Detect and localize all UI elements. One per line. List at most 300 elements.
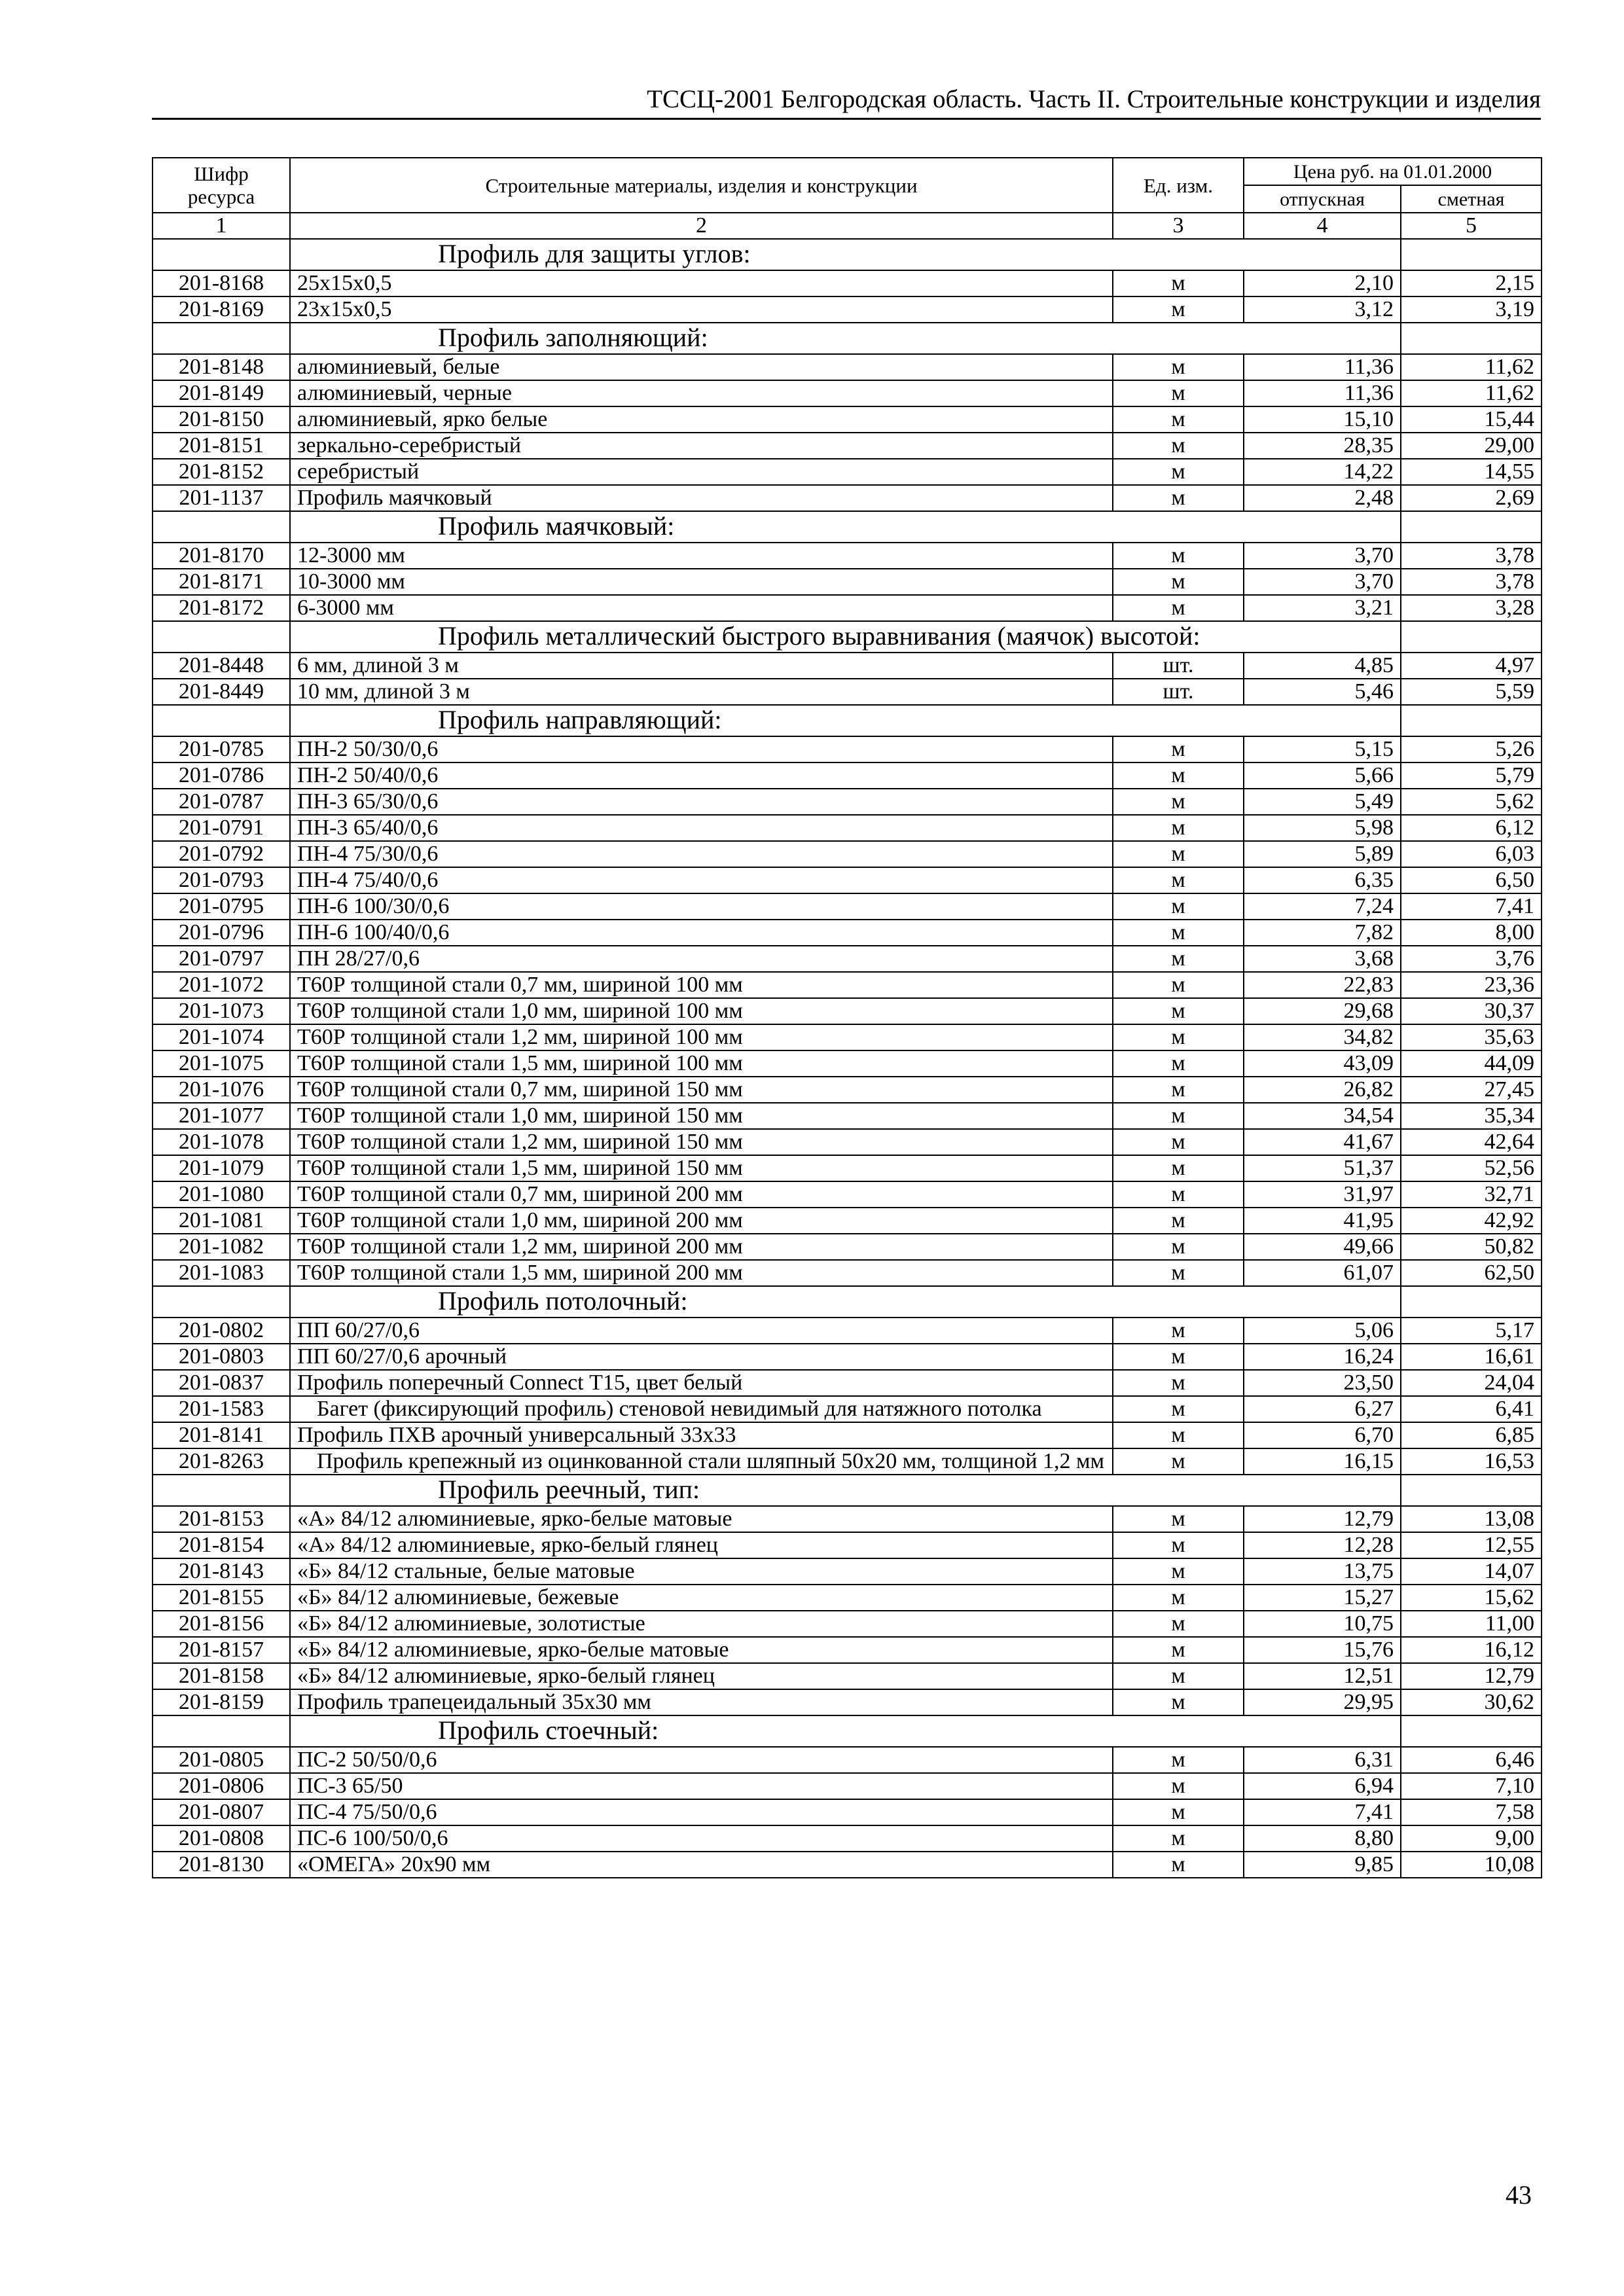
estimate-price: 35,34 (1401, 1103, 1542, 1129)
table-row (153, 459, 1542, 485)
resource-name: Профиль поперечный Connect Т15, цвет белый (290, 1370, 1113, 1396)
unit-of-measure: м (1113, 867, 1244, 893)
table-row (153, 1103, 1542, 1129)
section-spacer (153, 621, 290, 653)
unit-of-measure: м (1113, 736, 1244, 762)
release-price: 26,82 (1244, 1077, 1401, 1103)
release-price: 6,94 (1244, 1773, 1401, 1799)
resource-name: ПН-3 65/40/0,6 (290, 815, 1113, 841)
release-price: 11,36 (1244, 354, 1401, 380)
release-price: 15,76 (1244, 1637, 1401, 1663)
unit-of-measure: м (1113, 406, 1244, 433)
unit-of-measure: м (1113, 595, 1244, 621)
resource-code: 201-1077 (153, 1103, 290, 1129)
table-row (153, 867, 1542, 893)
table-row (153, 595, 1542, 621)
resource-code: 201-8152 (153, 459, 290, 485)
table-row (153, 679, 1542, 705)
resource-name: Т60Р толщиной стали 1,5 мм, шириной 200 мм (290, 1260, 1113, 1286)
table-row (153, 1422, 1542, 1448)
table-row (153, 406, 1542, 433)
estimate-price: 16,53 (1401, 1448, 1542, 1475)
unit-of-measure: м (1113, 1532, 1244, 1558)
unit-of-measure: м (1113, 1155, 1244, 1181)
header-release-price: отпускная (1244, 185, 1401, 213)
table-row (153, 1611, 1542, 1637)
estimate-price: 6,85 (1401, 1422, 1542, 1448)
release-price: 15,27 (1244, 1585, 1401, 1611)
unit-of-measure: м (1113, 1773, 1244, 1799)
estimate-price: 5,79 (1401, 762, 1542, 789)
resource-name: Профиль крепежный из оцинкованной стали шляпный 50х20 мм, толщиной 1,2 мм (290, 1448, 1113, 1475)
resource-code: 201-8169 (153, 296, 290, 323)
table-row (153, 1208, 1542, 1234)
table-row (153, 946, 1542, 972)
section-row (153, 511, 1542, 543)
estimate-price: 29,00 (1401, 433, 1542, 459)
release-price: 5,49 (1244, 789, 1401, 815)
release-price: 6,35 (1244, 867, 1401, 893)
resource-code: 201-8157 (153, 1637, 290, 1663)
section-title: Профиль заполняющий: (290, 323, 1401, 354)
estimate-price: 24,04 (1401, 1370, 1542, 1396)
table-row (153, 1260, 1542, 1286)
section-row (153, 1475, 1542, 1506)
section-row (153, 1286, 1542, 1318)
section-spacer (153, 511, 290, 543)
release-price: 8,80 (1244, 1825, 1401, 1852)
table-body (153, 239, 1542, 1878)
resource-name: серебристый (290, 459, 1113, 485)
unit-of-measure: м (1113, 946, 1244, 972)
resource-code: 201-1137 (153, 485, 290, 511)
resource-code: 201-8151 (153, 433, 290, 459)
resource-code: 201-8158 (153, 1663, 290, 1689)
estimate-price: 9,00 (1401, 1825, 1542, 1852)
release-price: 16,24 (1244, 1344, 1401, 1370)
resource-name: «Б» 84/12 алюминиевые, ярко-белые матовые (290, 1637, 1113, 1663)
estimate-price: 32,71 (1401, 1181, 1542, 1208)
resource-code: 201-8263 (153, 1448, 290, 1475)
unit-of-measure: м (1113, 1181, 1244, 1208)
resource-code: 201-0785 (153, 736, 290, 762)
table-row (153, 762, 1542, 789)
unit-of-measure: м (1113, 1024, 1244, 1050)
table-row (153, 433, 1542, 459)
estimate-price: 13,08 (1401, 1506, 1542, 1532)
release-price: 11,36 (1244, 380, 1401, 406)
estimate-price: 5,62 (1401, 789, 1542, 815)
unit-of-measure: м (1113, 1637, 1244, 1663)
estimate-price: 7,58 (1401, 1799, 1542, 1825)
unit-of-measure: м (1113, 1260, 1244, 1286)
resource-name: «А» 84/12 алюминиевые, ярко-белый глянец (290, 1532, 1113, 1558)
resource-code: 201-0797 (153, 946, 290, 972)
resource-name: ПН-2 50/30/0,6 (290, 736, 1113, 762)
resource-name: 10-3000 мм (290, 569, 1113, 595)
estimate-price: 5,59 (1401, 679, 1542, 705)
unit-of-measure: шт. (1113, 653, 1244, 679)
section-spacer (1401, 323, 1542, 354)
resource-name: Профиль трапецеидальный 35х30 мм (290, 1689, 1113, 1715)
resource-name: «ОМЕГА» 20х90 мм (290, 1852, 1113, 1878)
resource-code: 201-0806 (153, 1773, 290, 1799)
estimate-price: 12,55 (1401, 1532, 1542, 1558)
resource-name: «Б» 84/12 алюминиевые, ярко-белый глянец (290, 1663, 1113, 1689)
unit-of-measure: м (1113, 459, 1244, 485)
resource-name: Профиль маячковый (290, 485, 1113, 511)
estimate-price: 15,62 (1401, 1585, 1542, 1611)
estimate-price: 3,76 (1401, 946, 1542, 972)
release-price: 34,82 (1244, 1024, 1401, 1050)
release-price: 5,46 (1244, 679, 1401, 705)
release-price: 6,27 (1244, 1396, 1401, 1422)
unit-of-measure: м (1113, 1747, 1244, 1773)
resource-code: 201-8168 (153, 270, 290, 296)
section-spacer (153, 1475, 290, 1506)
resource-code: 201-8155 (153, 1585, 290, 1611)
header-unit: Ед. изм. (1113, 158, 1244, 213)
table-row (153, 998, 1542, 1024)
unit-of-measure: м (1113, 1234, 1244, 1260)
resource-name: 25х15х0,5 (290, 270, 1113, 296)
estimate-price: 5,17 (1401, 1318, 1542, 1344)
unit-of-measure: м (1113, 1585, 1244, 1611)
unit-of-measure: м (1113, 972, 1244, 998)
estimate-price: 6,41 (1401, 1396, 1542, 1422)
release-price: 16,15 (1244, 1448, 1401, 1475)
resource-code: 201-8143 (153, 1558, 290, 1585)
resource-code: 201-8141 (153, 1422, 290, 1448)
release-price: 15,10 (1244, 406, 1401, 433)
resource-name: ПС-4 75/50/0,6 (290, 1799, 1113, 1825)
section-spacer (153, 323, 290, 354)
release-price: 9,85 (1244, 1852, 1401, 1878)
table-row (153, 1448, 1542, 1475)
estimate-price: 44,09 (1401, 1050, 1542, 1077)
table-row (153, 485, 1542, 511)
release-price: 12,79 (1244, 1506, 1401, 1532)
section-spacer (153, 1715, 290, 1747)
resource-code: 201-0807 (153, 1799, 290, 1825)
resource-name: «А» 84/12 алюминиевые, ярко-белые матовые (290, 1506, 1113, 1532)
resource-code: 201-1083 (153, 1260, 290, 1286)
header-name: Строительные материалы, изделия и конструкции (290, 158, 1113, 213)
column-number: 3 (1113, 213, 1244, 239)
resource-code: 201-8150 (153, 406, 290, 433)
estimate-price: 7,41 (1401, 893, 1542, 920)
release-price: 3,68 (1244, 946, 1401, 972)
resource-code: 201-8154 (153, 1532, 290, 1558)
unit-of-measure: м (1113, 1611, 1244, 1637)
table-row (153, 1852, 1542, 1878)
unit-of-measure: м (1113, 433, 1244, 459)
resource-name: ПС-3 65/50 (290, 1773, 1113, 1799)
resource-code: 201-8172 (153, 595, 290, 621)
section-spacer (1401, 621, 1542, 653)
estimate-price: 27,45 (1401, 1077, 1542, 1103)
table-row (153, 1585, 1542, 1611)
table-row (153, 1637, 1542, 1663)
release-price: 5,89 (1244, 841, 1401, 867)
unit-of-measure: м (1113, 1370, 1244, 1396)
section-title: Профиль маячковый: (290, 511, 1401, 543)
resource-code: 201-1081 (153, 1208, 290, 1234)
column-numbers-row (153, 213, 1542, 239)
unit-of-measure: м (1113, 1422, 1244, 1448)
resource-name: ПН 28/27/0,6 (290, 946, 1113, 972)
table-row (153, 569, 1542, 595)
resource-code: 201-8130 (153, 1852, 290, 1878)
unit-of-measure: м (1113, 1825, 1244, 1852)
unit-of-measure: м (1113, 1077, 1244, 1103)
resource-code: 201-8149 (153, 380, 290, 406)
resource-code: 201-1079 (153, 1155, 290, 1181)
release-price: 5,66 (1244, 762, 1401, 789)
unit-of-measure: м (1113, 1208, 1244, 1234)
header-code: Шифр ресурса (153, 158, 290, 213)
table-row (153, 972, 1542, 998)
release-price: 10,75 (1244, 1611, 1401, 1637)
table-row (153, 920, 1542, 946)
section-spacer (1401, 1475, 1542, 1506)
unit-of-measure: м (1113, 998, 1244, 1024)
resource-code: 201-1073 (153, 998, 290, 1024)
resource-code: 201-8449 (153, 679, 290, 705)
release-price: 6,31 (1244, 1747, 1401, 1773)
table-row (153, 1370, 1542, 1396)
table-row (153, 1506, 1542, 1532)
resource-code: 201-0791 (153, 815, 290, 841)
resource-code: 201-0796 (153, 920, 290, 946)
estimate-price: 11,62 (1401, 380, 1542, 406)
section-title: Профиль металлический быстрого выравнивания (маячок) высотой: (290, 621, 1401, 653)
resource-name: Т60Р толщиной стали 1,2 мм, шириной 200 мм (290, 1234, 1113, 1260)
estimate-price: 30,62 (1401, 1689, 1542, 1715)
resource-code: 201-0786 (153, 762, 290, 789)
release-price: 34,54 (1244, 1103, 1401, 1129)
release-price: 3,12 (1244, 296, 1401, 323)
resource-name: ПН-3 65/30/0,6 (290, 789, 1113, 815)
resource-code: 201-1583 (153, 1396, 290, 1422)
section-spacer (153, 239, 290, 270)
estimate-price: 11,00 (1401, 1611, 1542, 1637)
section-title: Профиль реечный, тип: (290, 1475, 1401, 1506)
section-spacer (1401, 1715, 1542, 1747)
resource-name: Т60Р толщиной стали 1,2 мм, шириной 100 мм (290, 1024, 1113, 1050)
unit-of-measure: м (1113, 1050, 1244, 1077)
table-row (153, 1129, 1542, 1155)
resource-code: 201-1082 (153, 1234, 290, 1260)
table-row (153, 789, 1542, 815)
header-estimate-price: сметная (1401, 185, 1542, 213)
resource-name: ПП 60/27/0,6 (290, 1318, 1113, 1344)
section-spacer (1401, 511, 1542, 543)
estimate-price: 3,78 (1401, 569, 1542, 595)
header-price: Цена руб. на 01.01.2000 (1244, 158, 1542, 185)
resource-name: Т60Р толщиной стали 1,0 мм, шириной 100 мм (290, 998, 1113, 1024)
unit-of-measure: м (1113, 920, 1244, 946)
table-row (153, 815, 1542, 841)
unit-of-measure: м (1113, 354, 1244, 380)
release-price: 6,70 (1244, 1422, 1401, 1448)
resource-name: Т60Р толщиной стали 0,7 мм, шириной 150 мм (290, 1077, 1113, 1103)
resource-name: ПС-2 50/50/0,6 (290, 1747, 1113, 1773)
estimate-price: 3,19 (1401, 296, 1542, 323)
estimate-price: 15,44 (1401, 406, 1542, 433)
resource-code: 201-8153 (153, 1506, 290, 1532)
estimate-price: 6,46 (1401, 1747, 1542, 1773)
estimate-price: 5,26 (1401, 736, 1542, 762)
resource-code: 201-1076 (153, 1077, 290, 1103)
section-spacer (1401, 1286, 1542, 1318)
unit-of-measure: м (1113, 296, 1244, 323)
resource-name: ПН-4 75/30/0,6 (290, 841, 1113, 867)
resource-code: 201-0803 (153, 1344, 290, 1370)
resource-name: 10 мм, длиной 3 м (290, 679, 1113, 705)
column-number: 1 (153, 213, 290, 239)
estimate-price: 52,56 (1401, 1155, 1542, 1181)
resource-code: 201-1075 (153, 1050, 290, 1077)
table-row (153, 380, 1542, 406)
unit-of-measure: м (1113, 543, 1244, 569)
estimate-price: 50,82 (1401, 1234, 1542, 1260)
estimate-price: 42,92 (1401, 1208, 1542, 1234)
resource-name: 23х15х0,5 (290, 296, 1113, 323)
resource-code: 201-0787 (153, 789, 290, 815)
table-row (153, 1747, 1542, 1773)
estimate-price: 6,50 (1401, 867, 1542, 893)
unit-of-measure: м (1113, 893, 1244, 920)
header-title: ТССЦ-2001 Белгородская область. Часть II. Строительные конструкции и изделия (647, 85, 1541, 113)
section-title: Профиль направляющий: (290, 705, 1401, 736)
release-price: 5,06 (1244, 1318, 1401, 1344)
section-row (153, 621, 1542, 653)
table-row (153, 1050, 1542, 1077)
release-price: 7,82 (1244, 920, 1401, 946)
estimate-price: 16,61 (1401, 1344, 1542, 1370)
unit-of-measure: м (1113, 762, 1244, 789)
release-price: 7,24 (1244, 893, 1401, 920)
resource-code: 201-8448 (153, 653, 290, 679)
release-price: 22,83 (1244, 972, 1401, 998)
release-price: 2,10 (1244, 270, 1401, 296)
unit-of-measure: м (1113, 815, 1244, 841)
resource-name: алюминиевый, ярко белые (290, 406, 1113, 433)
table-row (153, 1799, 1542, 1825)
resource-name: ПП 60/27/0,6 арочный (290, 1344, 1113, 1370)
unit-of-measure: м (1113, 1689, 1244, 1715)
unit-of-measure: м (1113, 1663, 1244, 1689)
resource-code: 201-8171 (153, 569, 290, 595)
estimate-price: 10,08 (1401, 1852, 1542, 1878)
resource-name: «Б» 84/12 стальные, белые матовые (290, 1558, 1113, 1585)
release-price: 43,09 (1244, 1050, 1401, 1077)
section-spacer (153, 1286, 290, 1318)
resource-code: 201-8159 (153, 1689, 290, 1715)
resource-name: 6 мм, длиной 3 м (290, 653, 1113, 679)
resource-name: Профиль ПХВ арочный универсальный 33х33 (290, 1422, 1113, 1448)
unit-of-measure: м (1113, 1129, 1244, 1155)
resource-name: Т60Р толщиной стали 1,2 мм, шириной 150 мм (290, 1129, 1113, 1155)
estimate-price: 11,62 (1401, 354, 1542, 380)
release-price: 41,95 (1244, 1208, 1401, 1234)
resource-name: Т60Р толщиной стали 1,0 мм, шириной 200 мм (290, 1208, 1113, 1234)
release-price: 3,70 (1244, 543, 1401, 569)
estimate-price: 2,15 (1401, 270, 1542, 296)
table-row (153, 841, 1542, 867)
section-row (153, 705, 1542, 736)
resource-name: Т60Р толщиной стали 1,0 мм, шириной 150 мм (290, 1103, 1113, 1129)
estimate-price: 8,00 (1401, 920, 1542, 946)
section-spacer (153, 705, 290, 736)
resource-name: алюминиевый, белые (290, 354, 1113, 380)
section-row (153, 239, 1542, 270)
table-row (153, 1396, 1542, 1422)
resource-code: 201-0837 (153, 1370, 290, 1396)
table-row (153, 1825, 1542, 1852)
resource-code: 201-1080 (153, 1181, 290, 1208)
resource-name: «Б» 84/12 алюминиевые, золотистые (290, 1611, 1113, 1637)
resource-code: 201-8148 (153, 354, 290, 380)
release-price: 3,21 (1244, 595, 1401, 621)
section-row (153, 1715, 1542, 1747)
estimate-price: 16,12 (1401, 1637, 1542, 1663)
resource-name: «Б» 84/12 алюминиевые, бежевые (290, 1585, 1113, 1611)
unit-of-measure: м (1113, 1448, 1244, 1475)
resource-name: ПН-6 100/40/0,6 (290, 920, 1113, 946)
table-row (153, 543, 1542, 569)
resource-code: 201-0808 (153, 1825, 290, 1852)
release-price: 31,97 (1244, 1181, 1401, 1208)
release-price: 28,35 (1244, 433, 1401, 459)
table-row (153, 1663, 1542, 1689)
unit-of-measure: м (1113, 1344, 1244, 1370)
unit-of-measure: м (1113, 1558, 1244, 1585)
release-price: 12,28 (1244, 1532, 1401, 1558)
unit-of-measure: м (1113, 485, 1244, 511)
table-row (153, 270, 1542, 296)
table-row (153, 1773, 1542, 1799)
table-row (153, 736, 1542, 762)
resource-code: 201-0802 (153, 1318, 290, 1344)
estimate-price: 23,36 (1401, 972, 1542, 998)
table-row (153, 1234, 1542, 1260)
resource-code: 201-8156 (153, 1611, 290, 1637)
table-row (153, 1344, 1542, 1370)
table-row (153, 1155, 1542, 1181)
column-number: 5 (1401, 213, 1542, 239)
unit-of-measure: м (1113, 1396, 1244, 1422)
estimate-price: 6,03 (1401, 841, 1542, 867)
page-number: 43 (1506, 2180, 1532, 2210)
estimate-price: 62,50 (1401, 1260, 1542, 1286)
estimate-price: 3,78 (1401, 543, 1542, 569)
running-header (152, 84, 1541, 120)
estimate-price: 14,07 (1401, 1558, 1542, 1585)
table-row (153, 1181, 1542, 1208)
release-price: 12,51 (1244, 1663, 1401, 1689)
resource-name: зеркально-серебристый (290, 433, 1113, 459)
resource-name: 6-3000 мм (290, 595, 1113, 621)
unit-of-measure: м (1113, 1318, 1244, 1344)
resource-name: 12-3000 мм (290, 543, 1113, 569)
table-row (153, 354, 1542, 380)
unit-of-measure: м (1113, 1799, 1244, 1825)
resource-name: Т60Р толщиной стали 0,7 мм, шириной 200 мм (290, 1181, 1113, 1208)
resource-code: 201-0805 (153, 1747, 290, 1773)
section-title: Профиль потолочный: (290, 1286, 1401, 1318)
